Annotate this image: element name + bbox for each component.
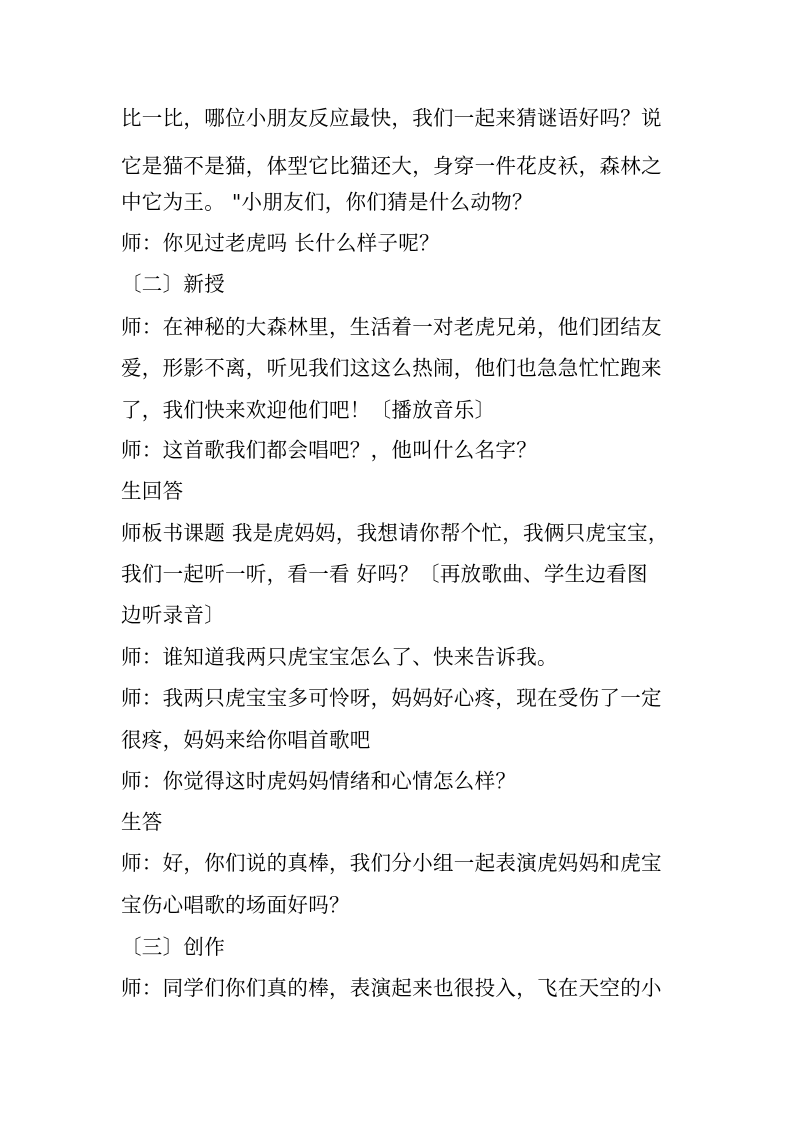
text-line: 了，我们快来欢迎他们吧！〔播放音乐〕 — [121, 398, 496, 422]
text-line: 师：同学们你们真的棒，表演起来也很投入，飞在天空的小 — [121, 976, 662, 1000]
text-line: 师：在神秘的大森林里，生活着一对老虎兄弟，他们团结友 — [121, 315, 662, 339]
text-line: 比一比，哪位小朋友反应最快，我们一起来猜谜语好吗？说 — [121, 106, 662, 130]
text-line: 师：好，你们说的真棒，我们分小组一起表演虎妈妈和虎宝 — [121, 851, 662, 875]
text-line: 宝伤心唱歌的场面好吗？ — [121, 893, 350, 917]
text-line: 师：这首歌我们都会唱吧？，他叫什么名字？ — [121, 438, 537, 462]
text-line: 生回答 — [121, 479, 184, 503]
text-line: 师板书课题 我是虎妈妈，我想请你帮个忙，我俩只虎宝宝， — [121, 521, 669, 545]
text-line: 边听录音〕 — [121, 603, 225, 627]
text-line: 师：你觉得这时虎妈妈情绪和心情怎么样？ — [121, 769, 517, 793]
text-line: 中它为王。 "小朋友们，你们猜是什么动物？ — [121, 190, 533, 214]
text-line: 生答 — [121, 810, 163, 834]
text-line: 师：你见过老虎吗 长什么样子呢？ — [121, 231, 440, 255]
text-line: 很疼，妈妈来给你唱首歌吧 — [121, 728, 371, 752]
section-heading: 〔二〕新授 — [121, 272, 225, 296]
text-line: 师：谁知道我两只虎宝宝怎么了、快来告诉我。 — [121, 645, 558, 669]
text-line: 我们一起听一听，看一看 好吗？〔再放歌曲、学生边看图 — [121, 562, 648, 586]
text-line: 爱，形影不离，听见我们这这么热闹，他们也急急忙忙跑来 — [121, 356, 662, 380]
text-line: 师：我两只虎宝宝多可怜呀，妈妈好心疼，现在受伤了一定 — [121, 686, 662, 710]
section-heading: 〔三〕创作 — [121, 935, 225, 959]
text-line: 它是猫不是猫，体型它比猫还大，身穿一件花皮袄，森林之 — [121, 154, 662, 178]
